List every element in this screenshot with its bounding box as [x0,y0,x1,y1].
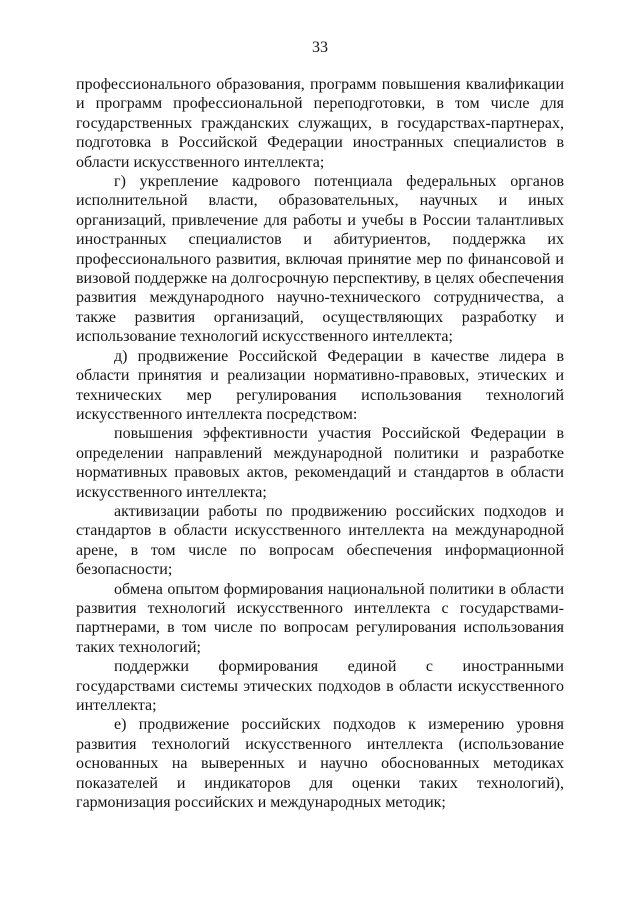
paragraph-experience-exchange: обмена опытом формирования национальной политики в области развития технологий искусственного интеллекта с государствами-партнерами, в том числе по вопросам регулирования использования таких технологий; [76,580,564,656]
paragraph-education-programs: профессионального образования, программ повышения квалификации и программ профессиональной переподготовки, в том числе для государственных гражданских служащих, в государствах-партнерах, подготовка в Российской Федерации иностранных специалистов в области искусственного интеллекта; [76,76,564,171]
page-number: 33 [312,39,328,56]
document-body [76,75,564,812]
paragraph-standards-promotion: активизации работы по продвижению российских подходов и стандартов в области искусственного интеллекта на международной арене, в том числе по вопросам обеспечения информационной безопасности; [76,502,564,579]
paragraph-ethics-support: поддержки формирования единой с иностранными государствами системы этических подходов в области искусственного интеллекта; [76,658,564,714]
paragraph-participation-efficiency: повышения эффективности участия Российской Федерации в определении направлений международной политики и разработке нормативных правовых актов, рекомендаций и стандартов в области искусственного интеллекта; [76,425,564,501]
paragraph-item-g: г) укрепление кадрового потенциала федеральных органов исполнительной власти, образовательных, научных и иных организаций, привлечение для работы и учебы в России талантливых иностранных специалистов и абитуриентов, поддержка их профессионального развития, включая принятие мер по финансовой и визовой поддержке на долгосрочную перспективу, в целях обеспечения развития международного научно-технического сотрудничества, а также развития организаций, осуществляющих разработку и использование технологий искусственного интеллекта; [76,173,564,346]
paragraph-item-e: е) продвижение российских подходов к измерению уровня развития технологий искусственного интеллекта (использование основанных на выверенных и научно обоснованных методиках показателей и индикаторов для оценки таких технологий), гармонизация российских и международных методик; [76,716,564,812]
paragraph-item-d: д) продвижение Российской Федерации в качестве лидера в области принятия и реализации нормативно-правовых, этических и технических мер регулирования использования технологий искусственного интеллекта посредством: [76,347,564,423]
